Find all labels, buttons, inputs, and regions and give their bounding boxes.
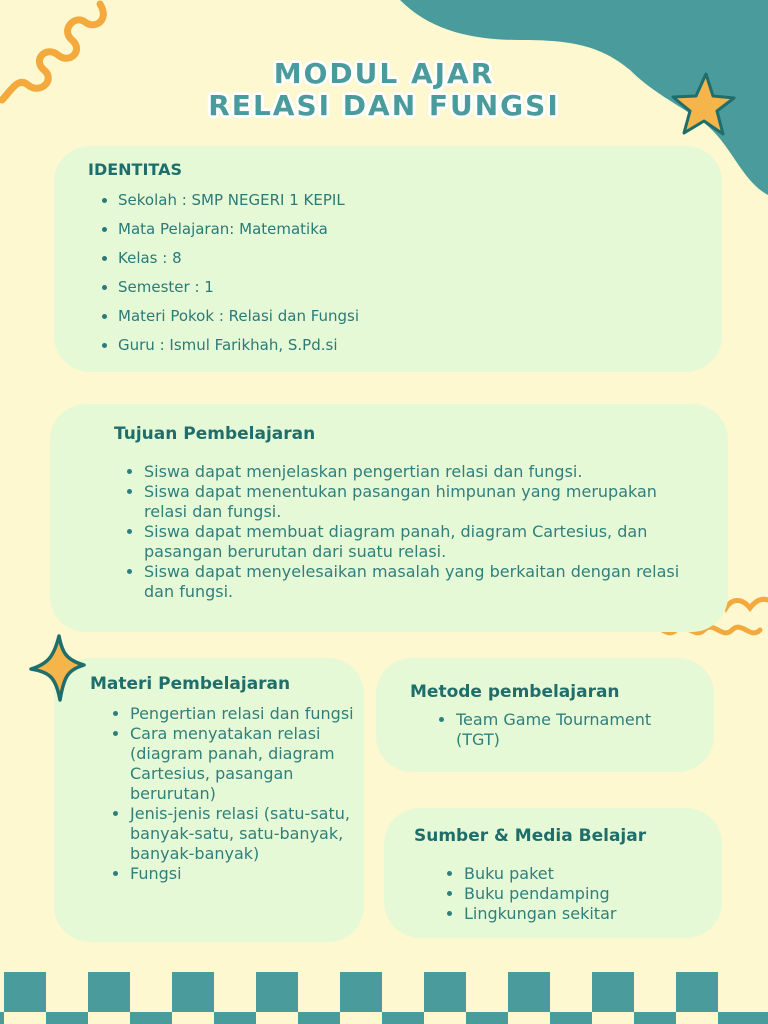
list-item: • Materi Pokok : Relasi dan Fungsi xyxy=(118,302,678,331)
identitas-card xyxy=(54,146,722,372)
metode-list xyxy=(436,710,676,750)
title-line-1: MODUL AJAR xyxy=(273,57,495,90)
sumber-list xyxy=(444,864,704,924)
tujuan-list xyxy=(124,462,704,602)
page-title xyxy=(0,58,768,122)
list-item: • Buku pendamping xyxy=(464,884,704,904)
list-item: • Jenis-jenis relasi (satu-satu, banyak-satu, satu-banyak, banyak-banyak) xyxy=(130,804,370,864)
list-item: • Team Game Tournament (TGT) xyxy=(456,710,676,750)
star-icon xyxy=(26,632,90,704)
list-item: • Siswa dapat menjelaskan pengertian relasi dan fungsi. xyxy=(144,462,704,482)
tujuan-card xyxy=(50,404,728,632)
metode-heading: Metode pembelajaran xyxy=(410,682,620,702)
list-item: • Buku paket xyxy=(464,864,704,884)
identitas-heading: IDENTITAS xyxy=(88,160,182,179)
list-item: • Siswa dapat menentukan pasangan himpunan yang merupakan relasi dan fungsi. xyxy=(144,482,704,522)
sumber-heading: Sumber & Media Belajar xyxy=(414,826,647,846)
list-item: • Cara menyatakan relasi (diagram panah, diagram Cartesius, pasangan berurutan) xyxy=(130,724,370,804)
materi-card xyxy=(54,658,364,942)
list-item: • Guru : Ismul Farikhah, S.Pd.si xyxy=(118,331,678,360)
sumber-card xyxy=(384,808,722,938)
list-item: • Mata Pelajaran: Matematika xyxy=(118,215,678,244)
list-item: • Pengertian relasi dan fungsi xyxy=(130,704,370,724)
list-item: • Sekolah : SMP NEGERI 1 KEPIL xyxy=(118,186,678,215)
title-line-2: RELASI DAN FUNGSI xyxy=(208,89,560,122)
metode-card xyxy=(376,658,714,772)
list-item: • Kelas : 8 xyxy=(118,244,678,273)
list-item: • Siswa dapat menyelesaikan masalah yang berkaitan dengan relasi dan fungsi. xyxy=(144,562,704,602)
materi-heading: Materi Pembelajaran xyxy=(90,674,291,694)
list-item: • Lingkungan sekitar xyxy=(464,904,704,924)
list-item: • Semester : 1 xyxy=(118,273,678,302)
list-item: • Siswa dapat membuat diagram panah, diagram Cartesius, dan pasangan berurutan dari suatu relasi. xyxy=(144,522,704,562)
checkered-border-decoration xyxy=(0,972,768,1024)
materi-list xyxy=(110,704,370,884)
tujuan-heading: Tujuan Pembelajaran xyxy=(114,424,316,444)
list-item: • Fungsi xyxy=(130,864,370,884)
identitas-list xyxy=(98,186,678,360)
